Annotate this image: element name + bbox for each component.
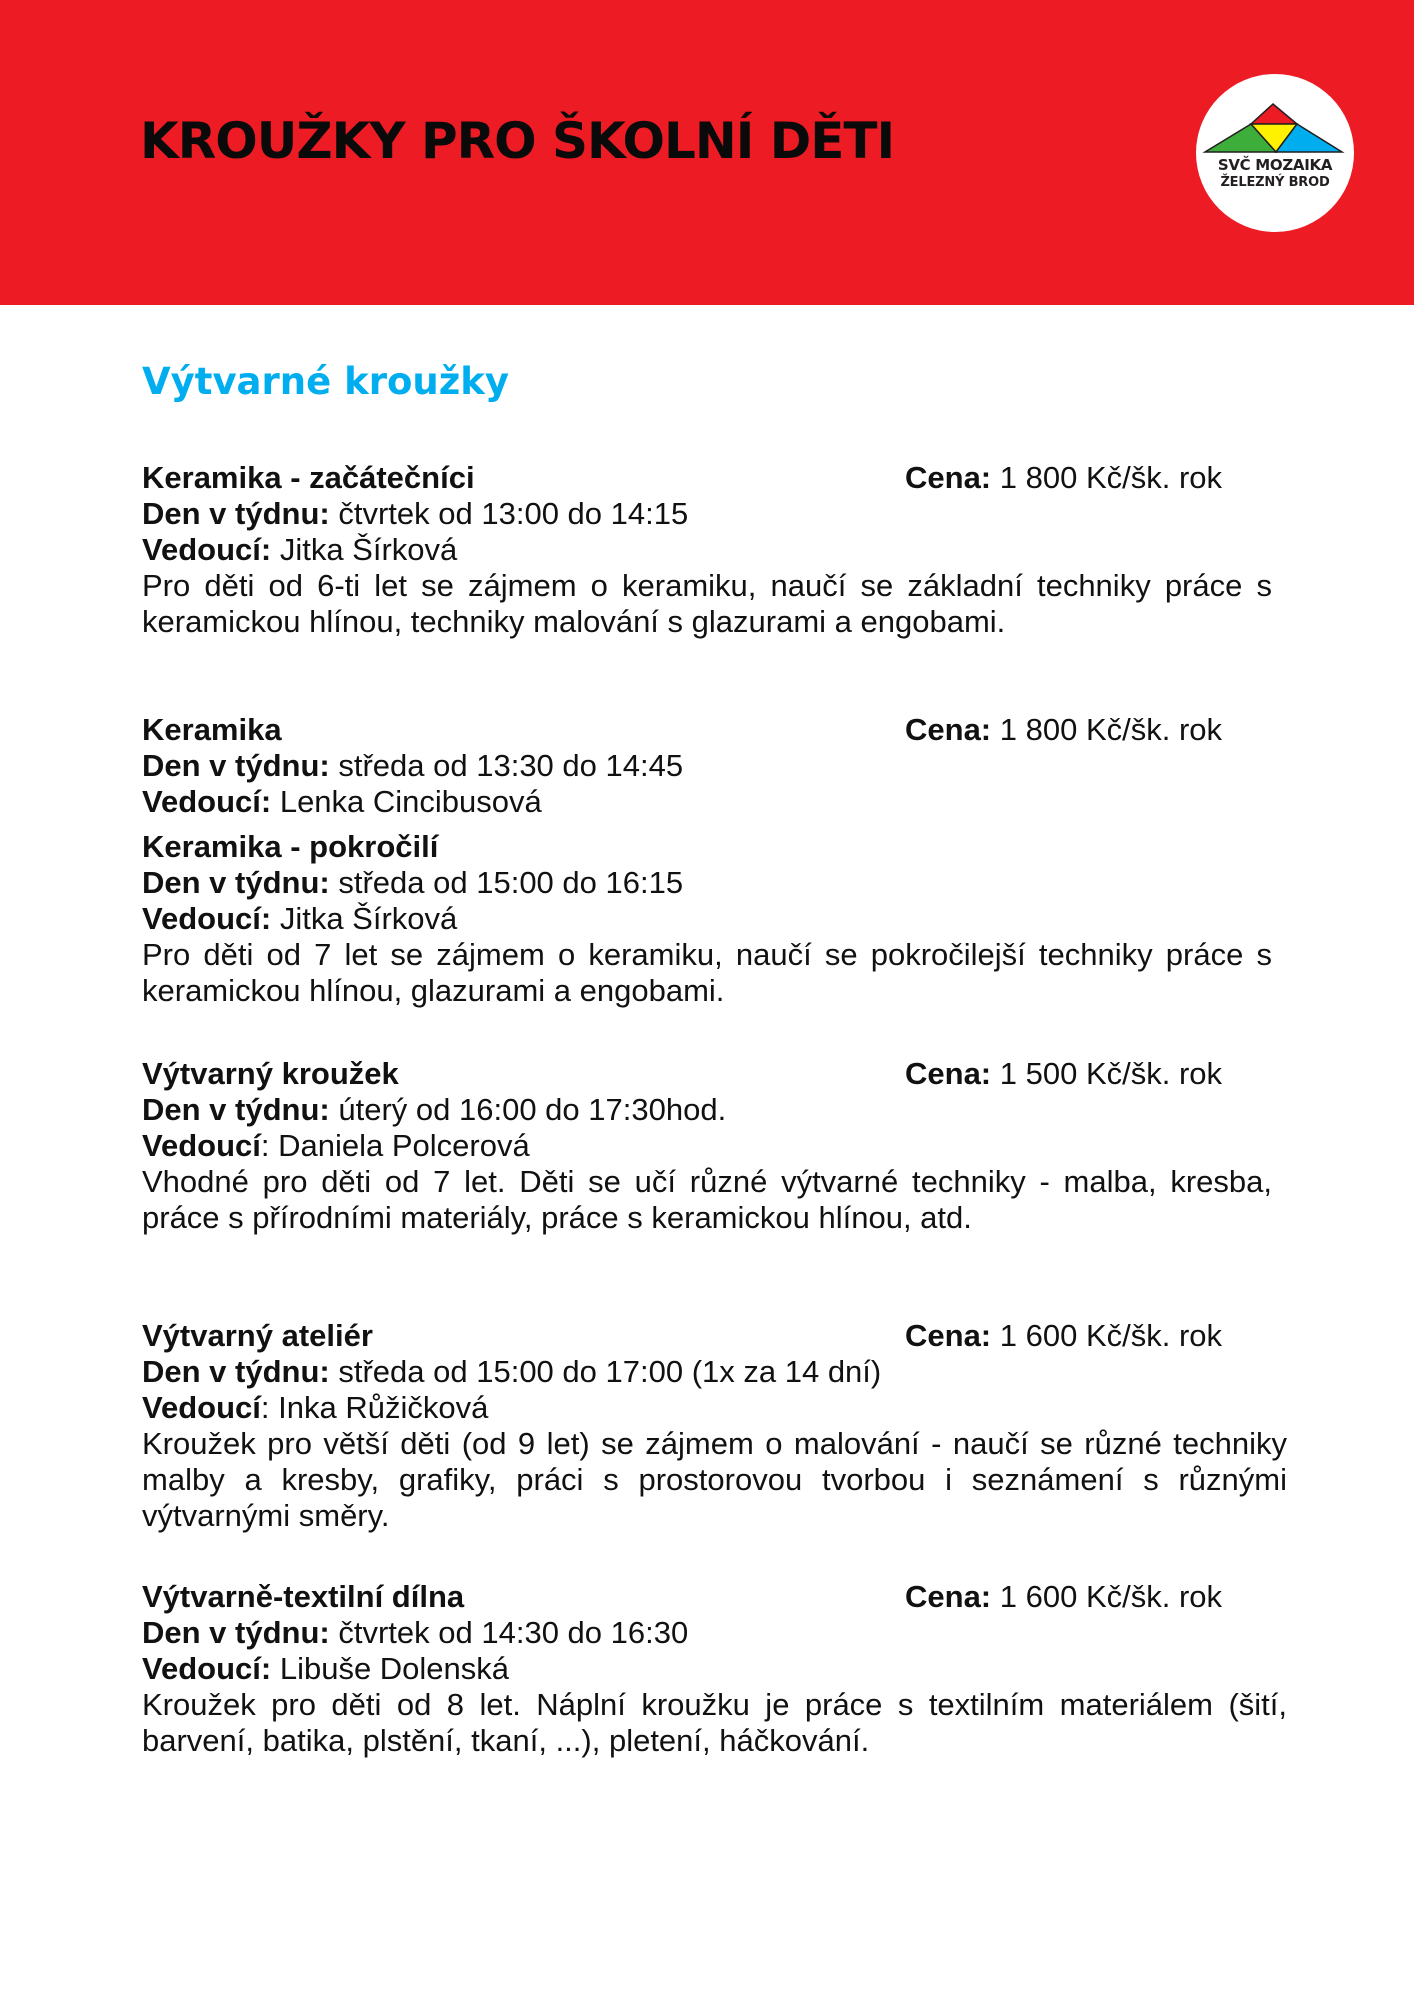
day-label: Den v týdnu: (142, 748, 330, 783)
course-leader (142, 1651, 1282, 1687)
leader-label: Vedoucí: (142, 1651, 272, 1686)
price-value: 1 600 Kč/šk. rok (999, 1318, 1223, 1353)
leader-value: Lenka Cincibusová (279, 784, 542, 819)
day-label: Den v týdnu: (142, 865, 330, 900)
course-entry (142, 1056, 1282, 1236)
price-label: Cena: (905, 1056, 992, 1091)
course-name: Výtvarný ateliér (142, 1318, 373, 1353)
course-description: Pro děti od 6-ti let se zájmem o keramiku, naučí se základní techniky práce s keramickou hlínou, techniky malování s glazurami a engobami. (142, 568, 1272, 639)
course-day (142, 1354, 1282, 1390)
leader-value: Inka Růžičková (278, 1390, 489, 1425)
leader-value: Daniela Polcerová (278, 1128, 530, 1163)
course-leader (142, 901, 1282, 937)
price-label: Cena: (905, 1579, 992, 1614)
price-label: Cena: (905, 460, 992, 495)
day-value: čtvrtek od 14:30 do 16:30 (338, 1615, 689, 1650)
course-day (142, 865, 1282, 901)
course-day (142, 1092, 1282, 1128)
leader-label: Vedoucí: (142, 784, 272, 819)
day-label: Den v týdnu: (142, 496, 330, 531)
organization-logo (1196, 74, 1354, 232)
course-name: Keramika - začátečníci (142, 460, 475, 495)
course-leader (142, 1390, 1282, 1426)
day-value: čtvrtek od 13:00 do 14:15 (338, 496, 689, 531)
course-entry (142, 829, 1282, 1009)
leader-value: Jitka Šírková (279, 532, 458, 567)
course-description: Vhodné pro děti od 7 let. Děti se učí různé výtvarné techniky - malba, kresba, práce s přírodními materiály, práce s keramickou hlínou, atd. (142, 1164, 1272, 1235)
price-value: 1 600 Kč/šk. rok (999, 1579, 1223, 1614)
course-leader (142, 532, 1282, 568)
course-price (905, 1318, 1222, 1354)
day-label: Den v týdnu: (142, 1615, 330, 1650)
course-price (905, 1579, 1222, 1615)
leader-label: Vedoucí: (142, 901, 272, 936)
course-price (905, 712, 1222, 748)
course-name: Keramika (142, 712, 282, 747)
course-description: Kroužek pro větší děti (od 9 let) se zájmem o malování - naučí se různé techniky malby a kresby, grafiky, práci s prostorovou tvorbou i seznámení s různými výtvarnými směry. (142, 1426, 1287, 1533)
day-label: Den v týdnu: (142, 1092, 330, 1127)
course-description: Kroužek pro děti od 8 let. Náplní kroužku je práce s textilním materiálem (šití, barvení, batika, plstění, tkaní, ...), pletení, háčkování. (142, 1687, 1287, 1758)
price-value: 1 800 Kč/šk. rok (999, 712, 1223, 747)
course-day (142, 496, 1282, 532)
price-value: 1 800 Kč/šk. rok (999, 460, 1223, 495)
leader-label: Vedoucí: (142, 532, 272, 567)
course-day (142, 748, 1282, 784)
day-value: středa od 15:00 do 17:00 (1x za 14 dní) (338, 1354, 882, 1389)
logo-text-line1: SVČ MOZAIKA (1217, 156, 1333, 174)
leader-value: Libuše Dolenská (279, 1651, 510, 1686)
course-price (905, 460, 1222, 496)
leader-label: Vedoucí (142, 1390, 261, 1425)
mosaic-triangle-icon (1196, 74, 1354, 232)
day-value: středa od 13:30 do 14:45 (338, 748, 684, 783)
day-value: úterý od 16:00 do 17:30hod. (338, 1092, 727, 1127)
logo-text-line2: ŽELEZNÝ BROD (1220, 175, 1330, 190)
price-label: Cena: (905, 1318, 992, 1353)
course-description: Pro děti od 7 let se zájmem o keramiku, naučí se pokročilejší techniky práce s keramickou hlínou, glazurami a engobami. (142, 937, 1272, 1008)
price-value: 1 500 Kč/šk. rok (999, 1056, 1223, 1091)
course-name: Výtvarný kroužek (142, 1056, 399, 1091)
course-entry (142, 460, 1282, 640)
course-price (905, 1056, 1222, 1092)
price-label: Cena: (905, 712, 992, 747)
page-title: KROUŽKY PRO ŠKOLNÍ DĚTI (140, 112, 895, 170)
header-band (0, 0, 1414, 305)
course-entry (142, 1579, 1287, 1759)
course-day (142, 1615, 1282, 1651)
leader-colon: : (260, 1128, 270, 1163)
day-label: Den v týdnu: (142, 1354, 330, 1389)
day-value: středa od 15:00 do 16:15 (338, 865, 684, 900)
course-leader (142, 784, 1282, 820)
course-entry (142, 712, 1282, 820)
leader-value: Jitka Šírková (279, 901, 458, 936)
logo-red-triangle (1251, 104, 1297, 124)
course-name: Výtvarně-textilní dílna (142, 1579, 465, 1614)
section-heading: Výtvarné kroužky (142, 360, 509, 403)
leader-label: Vedoucí (142, 1128, 261, 1163)
leader-colon: : (260, 1390, 270, 1425)
course-entry (142, 1318, 1287, 1534)
course-name: Keramika - pokročilí (142, 829, 439, 864)
course-leader (142, 1128, 1282, 1164)
